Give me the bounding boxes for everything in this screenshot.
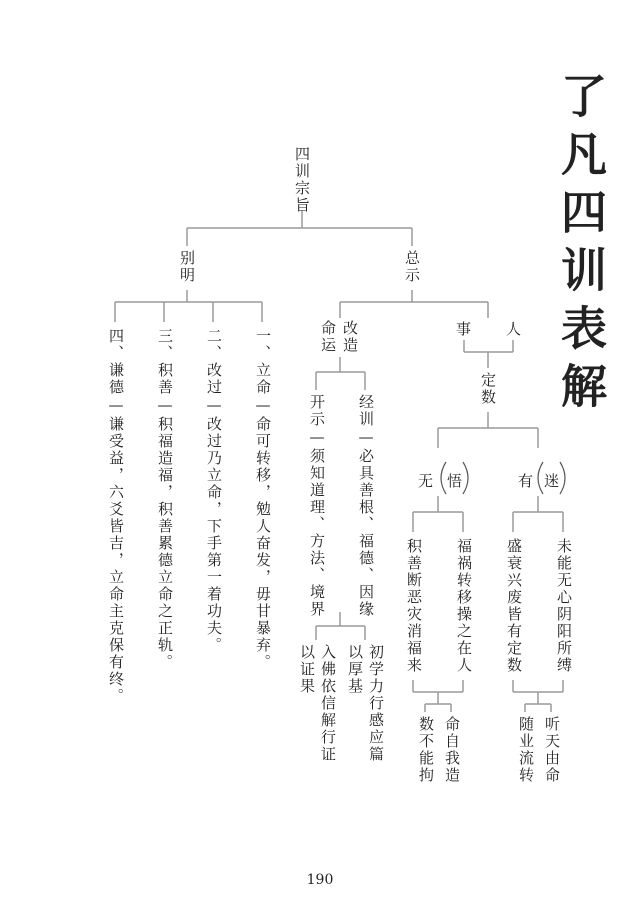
- dingshu-node: 定数: [479, 372, 497, 406]
- kaishi-item: 开示—须知道理、方法、境界: [308, 394, 326, 618]
- sub-rufo: 入佛依信解行证: [319, 644, 337, 763]
- you-item-1: 未能无心阴阳所缚: [555, 538, 573, 674]
- wu-sub-1: 命自我造: [443, 716, 461, 784]
- root-node: 四训宗旨: [293, 146, 311, 214]
- wu-item-1: 福祸转移操之在人: [455, 538, 473, 674]
- gaizao-label: 改造: [341, 320, 359, 354]
- you-paren-label: 迷: [544, 472, 560, 490]
- wu-label: 无: [418, 472, 434, 490]
- wu-sub-2: 数不能拘: [417, 716, 435, 784]
- you-sub-2: 随业流转: [517, 716, 535, 784]
- paren-left-mi: [538, 462, 543, 494]
- bie-item-1: 一、立命—命可转移，勉人奋发，毋甘暴弃。: [254, 328, 272, 671]
- page-number: 190: [306, 872, 334, 888]
- you-sub-1: 听天由命: [543, 716, 561, 784]
- you-label: 有: [518, 472, 534, 490]
- jingxun-item: 经训—必具善根、福德、因缘: [357, 394, 375, 618]
- bie-item-3: 三、积善—积福造福，积善累德立命之正轨。: [156, 328, 174, 671]
- paren-left-wu: [441, 462, 446, 494]
- sub-yihouji: 以厚基: [346, 644, 364, 695]
- bie-item-4: 四、谦德—谦受益，六爻皆吉，立命主克保有终。: [107, 328, 125, 705]
- ren-label: 人: [506, 320, 522, 338]
- page-title: 了凡四训表解: [554, 72, 608, 420]
- paren-right-mi: [560, 462, 565, 494]
- sub-yizhengguo: 以证果: [298, 644, 316, 695]
- zong-node: 总示: [403, 250, 421, 284]
- you-item-2: 盛衰兴废皆有定数: [505, 538, 523, 674]
- shi-label: 事: [456, 320, 472, 338]
- paren-right-wu: [463, 462, 468, 494]
- bie-node: 别明: [178, 250, 196, 284]
- wu-paren-label: 悟: [447, 472, 463, 490]
- bie-item-2: 二、改过—改过乃立命，下手第一着功夫。: [205, 328, 223, 654]
- sub-chuxue: 初学力行感应篇: [367, 644, 385, 763]
- mingyun-label: 命运: [319, 320, 337, 354]
- wu-item-2: 积善断恶灾消福来: [405, 538, 423, 674]
